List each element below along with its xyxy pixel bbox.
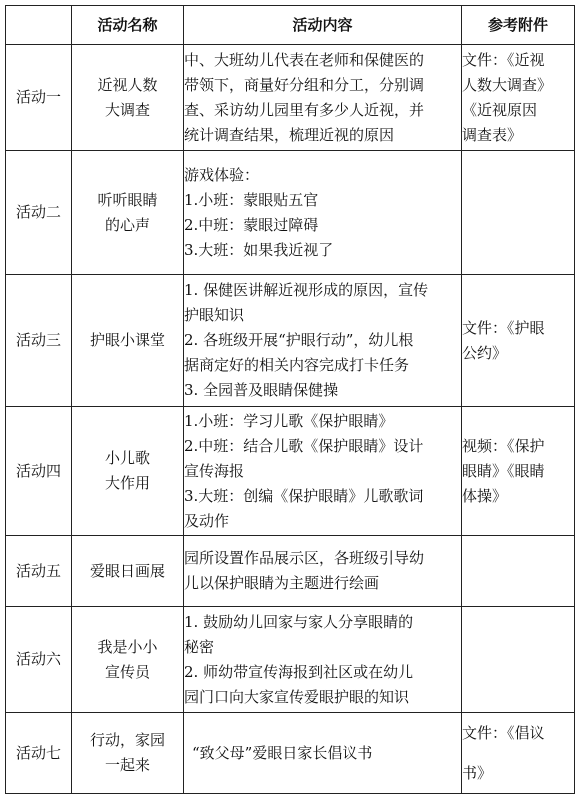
activity-name-line: 大调查 (104, 100, 150, 119)
content-line: 中、大班幼儿代表在老师和保健医的 (184, 50, 425, 69)
activity-content (184, 45, 462, 151)
activity-name-line: 大作用 (104, 474, 150, 492)
content-line: 及动作 (184, 511, 230, 530)
activity-table (5, 5, 575, 794)
activity-index: 活动七 (6, 713, 72, 794)
activity-index: 活动四 (6, 407, 72, 536)
activity-name (72, 275, 184, 407)
table-row (6, 275, 575, 407)
content-line: 3.大班：创编《保护眼睛》儿歌歌词 (184, 486, 424, 505)
header-cell-attachment: 参考附件 (462, 6, 575, 45)
attachment-line: 公约》 (462, 343, 508, 362)
activity-name-line: 我是小小 (97, 637, 158, 656)
activity-content (184, 407, 462, 536)
activity-name (72, 151, 184, 275)
attachment-line: 《近视原因 (462, 100, 538, 119)
activity-name-line: 行动，家园 (89, 731, 165, 749)
activity-name (72, 407, 184, 536)
activity-content (184, 536, 462, 607)
table-row (6, 407, 575, 536)
content-line: 1. 鼓励幼儿回家与家人分享眼睛的 (184, 612, 414, 631)
content-line: 宣传海报 (184, 461, 245, 480)
content-line: 据商定好的相关内容完成打卡任务 (184, 356, 410, 374)
activity-attachment (462, 45, 575, 151)
content-line: 儿以保护眼睛为主题进行绘画 (184, 574, 380, 592)
table-row (6, 607, 575, 713)
content-line: 带领下，商量好分组和分工，分别调 (184, 75, 425, 94)
activity-name-line: 一起来 (104, 756, 150, 774)
activity-attachment (462, 607, 575, 713)
content-line: 2. 师幼带宣传海报到社区或在幼儿 (184, 662, 414, 681)
activity-name (72, 713, 184, 794)
activity-content (184, 151, 462, 275)
content-line: 秘密 (184, 637, 215, 656)
table-row (6, 536, 575, 607)
activity-name-line: 小儿歌 (104, 449, 150, 467)
content-line: 护眼知识 (184, 306, 245, 324)
activity-content (184, 275, 462, 407)
content-line: 2. 各班级开展“护眼行动”，幼儿根 (184, 331, 414, 349)
content-line: 园所设置作品展示区，各班级引导幼 (184, 549, 425, 567)
attachment-line: 眼睛》《眼睛 (462, 461, 545, 480)
activity-attachment (462, 275, 575, 407)
content-line: 2.中班：蒙眼过障碍 (184, 215, 319, 234)
content-line: 2.中班：结合儿歌《保护眼睛》设计 (184, 436, 424, 455)
content-line: 统计调查结果，梳理近视的原因 (184, 125, 395, 144)
attachment-line: 书》 (462, 764, 493, 782)
activity-attachment (462, 713, 575, 794)
activity-attachment (462, 536, 575, 607)
activity-name (72, 607, 184, 713)
activity-index: 活动三 (6, 275, 72, 407)
header-cell-index (6, 6, 72, 45)
activity-name (72, 536, 184, 607)
attachment-line: 视频：《保护 (462, 436, 545, 455)
activity-name-line: 护眼小课堂 (89, 331, 165, 349)
content-line: 1. 保健医讲解近视形成的原因，宣传 (184, 281, 429, 299)
activity-name-line: 近视人数 (97, 75, 158, 94)
attachment-line: 文件：《倡议 (462, 724, 545, 742)
content-line: 1.小班：蒙眼贴五官 (184, 190, 319, 209)
activity-index: 活动六 (6, 607, 72, 713)
activity-index: 活动一 (6, 45, 72, 151)
attachment-line: 调查表》 (462, 125, 523, 144)
attachment-line: 体操》 (462, 486, 508, 505)
activity-index: 活动二 (6, 151, 72, 275)
content-line: 1.小班：学习儿歌《保护眼睛》 (184, 411, 394, 430)
table-row (6, 713, 575, 794)
content-line: 园门口向大家宣传爱眼护眼的知识 (184, 687, 410, 706)
activity-name (72, 45, 184, 151)
table-row (6, 45, 575, 151)
attachment-line: 人数大调查》 (462, 75, 553, 94)
header-cell-content: 活动内容 (184, 6, 462, 45)
activity-attachment (462, 151, 575, 275)
activity-attachment (462, 407, 575, 536)
content-line: “致父母”爱眼日家长倡议书 (192, 743, 373, 762)
content-line: 3. 全园普及眼睛保健操 (184, 381, 339, 399)
activity-content (184, 713, 462, 794)
activity-content (184, 607, 462, 713)
content-line: 游戏体验： (184, 165, 260, 184)
activity-name-line: 的心声 (104, 215, 150, 234)
content-line: 3.大班：如果我近视了 (184, 240, 334, 259)
header-cell-name: 活动名称 (72, 6, 184, 45)
activity-name-line: 宣传员 (104, 662, 150, 681)
activity-index: 活动五 (6, 536, 72, 607)
table-row (6, 151, 575, 275)
attachment-line: 文件：《近视 (462, 50, 545, 69)
activity-name-line: 听听眼睛 (97, 190, 158, 209)
content-line: 查、采访幼儿园里有多少人近视，并 (184, 100, 425, 119)
header-row (6, 6, 575, 45)
attachment-line: 文件：《护眼 (462, 318, 545, 337)
activity-name-line: 爱眼日画展 (89, 561, 165, 580)
